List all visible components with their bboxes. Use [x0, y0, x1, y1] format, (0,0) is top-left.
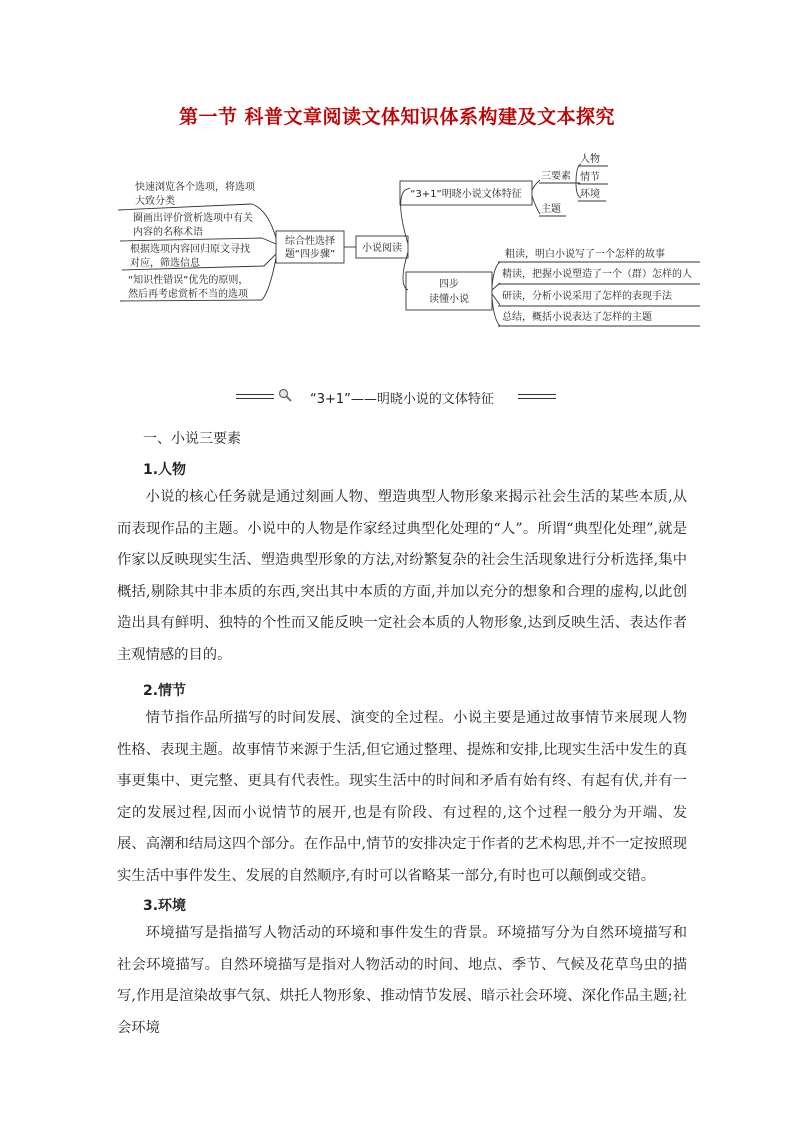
mindmap-step: 研读，分析小说采用了怎样的表现手法 [502, 291, 672, 302]
svg-text:然后再考虑赏析不当的选项: 然后再考虑赏析不当的选项 [128, 289, 248, 300]
paragraph-characters: 小说的核心任务就是通过刻画人物、塑造典型人物形象来揭示社会生活的某些本质,从而表现作品的主题。小说中的人物是作家经过典型化处理的“人”。所谓“典型化处理”,就是作家以反映现实生活、塑造典型形象的方法,对纷繁复杂的社会生活现象进行分析选择,集中概括,剔除其中非本质的东西,突出其中本质的方面,并加以充分的想象和合理的虚构,以此创造出具有鲜明、独特的个性而又能反映一定社会本质的人物形象,达到反映生活、表达作者主观情感的目的。 [117, 489, 687, 663]
part-heading: 一、小说三要素 [143, 431, 241, 447]
mindmap-method-line: 综合性选择 [285, 236, 335, 247]
section-heading [0, 388, 794, 408]
subheading-plot: 2.情节 [143, 683, 187, 699]
mindmap-step: 粗读，明白小说写了一个怎样的故事 [505, 249, 665, 260]
mindmap-center: 小说阅读 [362, 243, 402, 254]
svg-text:对应，筛选信息: 对应，筛选信息 [130, 258, 200, 269]
mindmap-step: 精读，把握小说塑造了一个（群）怎样的人 [502, 269, 692, 280]
mindmap-left-item [128, 273, 249, 300]
svg-text:快速浏览各个选项，将选项: 快速浏览各个选项，将选项 [135, 182, 255, 193]
section-heading-text: “3+1”——明晓小说的文体特征 [310, 392, 494, 407]
svg-text:内容的名称术语: 内容的名称术语 [133, 227, 203, 238]
heading-rule-left [236, 394, 274, 399]
mindmap-theme: 主题 [541, 204, 561, 215]
svg-text:圈画出评价赏析选项中有关: 圈画出评价赏析选项中有关 [133, 213, 253, 224]
mindmap-left-item [130, 242, 250, 269]
page-title: 第一节 科普文章阅读文体知识体系构建及文本探究 [178, 106, 616, 128]
mindmap-element: 人物 [580, 154, 600, 165]
mindmap-upper-branch: “3+1”明晓小说文体特征 [410, 189, 522, 200]
mindmap-lower-branch-line: 四步 [439, 279, 459, 290]
mindmap-method-line: 题“四步骤” [284, 249, 336, 260]
mindmap-lower-branch-line: 读懂小说 [429, 294, 469, 305]
heading-rule-right [518, 394, 556, 399]
subheading-environment: 3.环境 [143, 898, 187, 914]
paragraph-environment: 环境描写是指描写人物活动的环境和事件发生的背景。环境描写分为自然环境描写和社会环境描写。自然环境描写是指对人物活动的时间、地点、季节、气候及花草鸟虫的描写,作用是渲染故事气氛、烘托人物形象、推动情节发展、暗示社会环境、深化作品主题;社会环境 [117, 925, 687, 1036]
paragraph-plot: 情节指作品所描写的时间发展、演变的全过程。小说主要是通过故事情节来展现人物性格、表现主题。故事情节来源于生活,但它通过整理、提炼和安排,比现实生活中发生的真事更集中、更完整、更具有代表性。现实生活中的时间和矛盾有始有终、有起有伏,并有一定的发展过程,因而小说情节的展开,也是有阶段、有过程的,这个过程一般分为开端、发展、高潮和结局这四个部分。在作品中,情节的安排决定于作者的艺术构思,并不一定按照现实生活中事件发生、发展的自然顺序,有时可以省略某一部分,有时也可以颠倒或交错。 [117, 710, 687, 884]
mindmap-three-elements: 三要素 [541, 171, 571, 182]
magnifier-icon [278, 388, 292, 402]
svg-text:“知识性错误”优先的原则，: “知识性错误”优先的原则， [128, 275, 249, 286]
svg-text:大致分类: 大致分类 [135, 196, 175, 207]
subheading-characters: 1.人物 [143, 462, 187, 478]
mindmap-step: 总结，概括小说表达了怎样的主题 [502, 312, 652, 323]
mindmap-left-item [135, 180, 256, 207]
mindmap-element: 环境 [580, 189, 600, 200]
mindmap-element: 情节 [580, 172, 600, 183]
mindmap-left-item [133, 211, 253, 238]
svg-text:根据选项内容回归原文寻找: 根据选项内容回归原文寻找 [130, 244, 250, 255]
